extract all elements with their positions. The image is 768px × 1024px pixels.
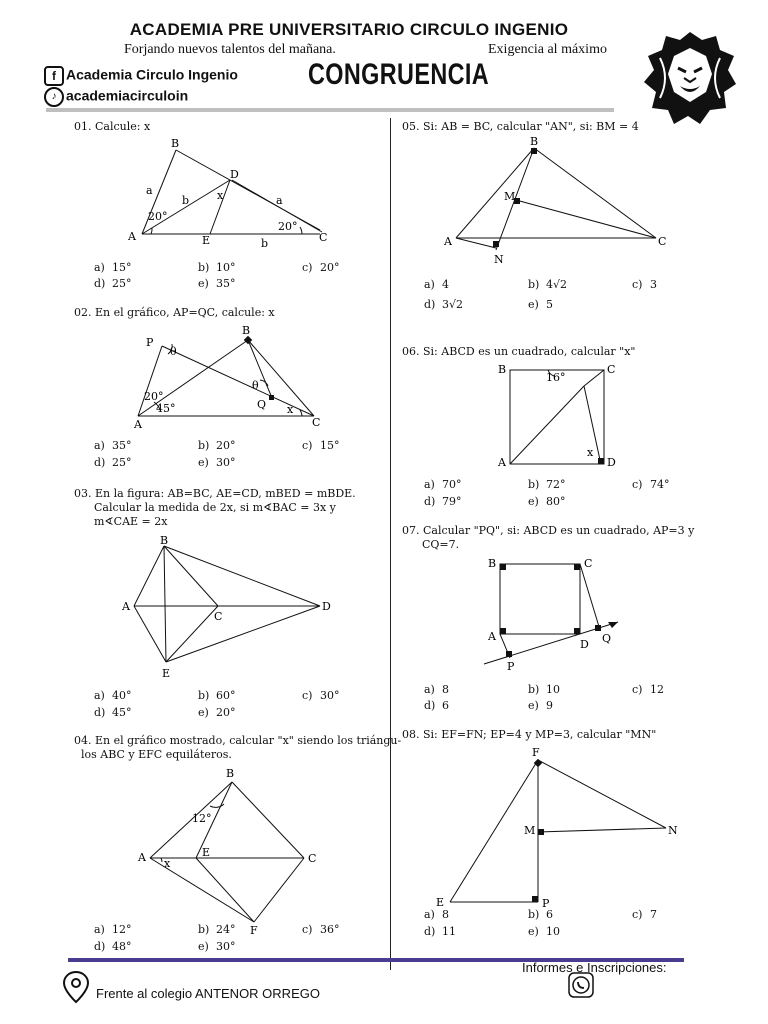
fig05-label-m: M bbox=[504, 190, 516, 203]
p07-option-b[interactable]: b) 10 bbox=[528, 683, 560, 696]
p08-option-e[interactable]: e) 10 bbox=[528, 925, 560, 938]
figure-06 bbox=[490, 360, 630, 474]
fig08-label-f: F bbox=[532, 746, 540, 759]
fig01-label-b1: b bbox=[182, 194, 190, 207]
fig03-label-d: D bbox=[322, 600, 331, 613]
p05-option-e[interactable]: e) 5 bbox=[528, 298, 553, 311]
fig07-label-c: C bbox=[584, 557, 593, 570]
fig05-label-n: N bbox=[494, 253, 504, 266]
p02-option-d[interactable]: d) 25° bbox=[94, 456, 132, 469]
p05-option-d[interactable]: d) 3√2 bbox=[424, 298, 464, 311]
figure-01 bbox=[120, 134, 340, 250]
p02-option-b[interactable]: b) 20° bbox=[198, 439, 236, 452]
fig06-label-a: A bbox=[498, 456, 506, 469]
fig07-label-q: Q bbox=[602, 632, 612, 645]
p02-option-e[interactable]: e) 30° bbox=[198, 456, 236, 469]
problem-06: 06. Si: ABCD es un cuadrado, calcular "x" bbox=[402, 345, 636, 358]
fig01-label-vertex-a: A bbox=[128, 230, 136, 243]
p08-option-c[interactable]: c) 7 bbox=[632, 908, 657, 921]
footer-address: Frente al colegio ANTENOR ORREGO bbox=[96, 986, 320, 1001]
p04-option-d[interactable]: d) 48° bbox=[94, 940, 132, 953]
figure-08 bbox=[430, 744, 680, 912]
fig01-label-b2: b bbox=[261, 237, 269, 250]
p04-option-e[interactable]: e) 30° bbox=[198, 940, 236, 953]
fig01-label-d: D bbox=[230, 168, 239, 181]
problem-02: 02. En el gráfico, AP=QC, calcule: x bbox=[74, 306, 275, 319]
p06-option-b[interactable]: b) 72° bbox=[528, 478, 566, 491]
fig02-angle-45: 45° bbox=[156, 402, 176, 415]
fig02-angle-20: 20° bbox=[144, 390, 164, 403]
fig07-label-p: P bbox=[507, 660, 515, 673]
column-divider bbox=[390, 118, 391, 970]
p06-option-c[interactable]: c) 74° bbox=[632, 478, 670, 491]
fig08-label-e: E bbox=[436, 896, 445, 909]
p03-option-d[interactable]: d) 45° bbox=[94, 706, 132, 719]
fig03-label-a: A bbox=[122, 600, 130, 613]
fig07-label-b: B bbox=[488, 557, 497, 570]
fig01-label-b: B bbox=[171, 137, 180, 150]
p01-option-d[interactable]: d) 25° bbox=[94, 277, 132, 290]
fig02-label-b: B bbox=[242, 324, 251, 337]
problem-05: 05. Si: AB = BC, calcular "AN", si: BM = 4 bbox=[402, 120, 639, 133]
p03-option-c[interactable]: c) 30° bbox=[302, 689, 340, 702]
problem-04: 04. En el gráfico mostrado, calcular "x" siendo los triángu- los ABC y EFC equiláteros. bbox=[74, 734, 402, 761]
fig05-label-c: C bbox=[658, 235, 667, 248]
facebook-handle[interactable]: f Academia Circulo Ingenio bbox=[44, 66, 238, 86]
p06-option-d[interactable]: d) 79° bbox=[424, 495, 462, 508]
fig06-label-d: D bbox=[607, 456, 616, 469]
p01-option-c[interactable]: c) 20° bbox=[302, 261, 340, 274]
problem-07: 07. Calcular "PQ", si: ABCD es un cuadrado, AP=3 y CQ=7. bbox=[402, 524, 695, 551]
p08-option-d[interactable]: d) 11 bbox=[424, 925, 456, 938]
p03-option-b[interactable]: b) 60° bbox=[198, 689, 236, 702]
fig04-label-a: A bbox=[138, 851, 146, 864]
fig05-label-b: B bbox=[530, 135, 539, 148]
topic-title: CONGRUENCIA bbox=[308, 58, 490, 91]
fig04-angle-x: x bbox=[164, 857, 171, 870]
p01-option-a[interactable]: a) 15° bbox=[94, 261, 132, 274]
fig06-angle-x: x bbox=[587, 446, 594, 459]
tiktok-handle[interactable]: ♪ academiacirculoin bbox=[44, 87, 188, 107]
fig02-angle-x: x bbox=[287, 403, 294, 416]
p03-option-e[interactable]: e) 20° bbox=[198, 706, 236, 719]
fig01-label-e: E bbox=[202, 234, 211, 247]
p04-option-c[interactable]: c) 36° bbox=[302, 923, 340, 936]
fig01-label-a1: a bbox=[146, 184, 153, 197]
problem-08: 08. Si: EF=FN; EP=4 y MP=3, calcular "MN" bbox=[402, 728, 657, 741]
p08-option-b[interactable]: b) 6 bbox=[528, 908, 553, 921]
p02-option-c[interactable]: c) 15° bbox=[302, 439, 340, 452]
fig03-label-c: C bbox=[214, 610, 223, 623]
fig02-label-p: P bbox=[146, 336, 154, 349]
fig01-label-c: C bbox=[319, 231, 328, 244]
fig08-label-n: N bbox=[668, 824, 678, 837]
fig08-label-m: M bbox=[524, 824, 536, 837]
fig07-label-a: A bbox=[488, 630, 496, 643]
p02-option-a[interactable]: a) 35° bbox=[94, 439, 132, 452]
fig06-angle-16: 16° bbox=[546, 371, 566, 384]
fig02-label-q: Q bbox=[257, 398, 267, 411]
p04-option-b[interactable]: b) 24° bbox=[198, 923, 236, 936]
figure-07 bbox=[480, 554, 640, 674]
figure-04 bbox=[134, 764, 334, 936]
fig01-label-x: x bbox=[217, 189, 224, 202]
header-rule bbox=[46, 108, 614, 112]
fig05-label-a: A bbox=[444, 235, 452, 248]
tiktok-icon: ♪ bbox=[44, 87, 64, 107]
p05-option-b[interactable]: b) 4√2 bbox=[528, 278, 568, 291]
facebook-icon: f bbox=[44, 66, 64, 86]
lion-logo-icon bbox=[640, 28, 740, 128]
fig04-label-e: E bbox=[202, 846, 211, 859]
fig01-angle-a: 20° bbox=[148, 210, 168, 223]
fig02-angle-theta1: θ bbox=[170, 345, 177, 358]
fig04-label-b: B bbox=[226, 767, 235, 780]
p01-option-e[interactable]: e) 35° bbox=[198, 277, 236, 290]
slogan-right: Exigencia al máximo bbox=[488, 42, 607, 57]
figure-05 bbox=[440, 134, 676, 268]
fig03-label-b: B bbox=[160, 534, 169, 547]
fig06-label-b: B bbox=[498, 363, 507, 376]
fig07-label-d: D bbox=[580, 638, 589, 651]
p07-option-e[interactable]: e) 9 bbox=[528, 699, 553, 712]
whatsapp-icon[interactable] bbox=[568, 972, 594, 998]
footer-info: Informes e Inscripciones: bbox=[522, 960, 667, 975]
p08-option-a[interactable]: a) 8 bbox=[424, 908, 449, 921]
fig02-angle-theta2: θ bbox=[252, 379, 259, 392]
fig03-label-e: E bbox=[162, 667, 171, 680]
figure-02 bbox=[124, 322, 334, 430]
p03-option-a[interactable]: a) 40° bbox=[94, 689, 132, 702]
fig02-label-c: C bbox=[312, 416, 321, 429]
p07-option-a[interactable]: a) 8 bbox=[424, 683, 449, 696]
fig01-angle-c: 20° bbox=[278, 220, 298, 233]
fig02-label-a: A bbox=[134, 418, 142, 430]
academy-title: ACADEMIA PRE UNIVERSITARIO CIRCULO INGENIO bbox=[129, 20, 569, 39]
p07-option-d[interactable]: d) 6 bbox=[424, 699, 449, 712]
fig01-label-a2: a bbox=[276, 194, 283, 207]
fig08-label-p: P bbox=[542, 897, 550, 910]
fig06-label-c: C bbox=[607, 363, 616, 376]
fig04-label-c: C bbox=[308, 852, 317, 865]
fig04-angle-12: 12° bbox=[192, 812, 212, 825]
slogan-left: Forjando nuevos talentos del mañana. bbox=[124, 42, 336, 57]
p05-option-a[interactable]: a) 4 bbox=[424, 278, 449, 291]
problem-01: 01. Calcule: x bbox=[74, 120, 151, 133]
p04-option-a[interactable]: a) 12° bbox=[94, 923, 132, 936]
problem-03: 03. En la figura: AB=BC, AE=CD, mBED = mBDE. Calcular la medida de 2x, si m∢BAC = 3x y m∢CAE = 2x bbox=[74, 487, 356, 528]
location-pin-icon bbox=[62, 970, 90, 1004]
p06-option-e[interactable]: e) 80° bbox=[528, 495, 566, 508]
p07-option-c[interactable]: c) 12 bbox=[632, 683, 664, 696]
p05-option-c[interactable]: c) 3 bbox=[632, 278, 657, 291]
p06-option-a[interactable]: a) 70° bbox=[424, 478, 462, 491]
figure-03 bbox=[118, 532, 340, 682]
fig04-label-f: F bbox=[250, 924, 258, 936]
p01-option-b[interactable]: b) 10° bbox=[198, 261, 236, 274]
